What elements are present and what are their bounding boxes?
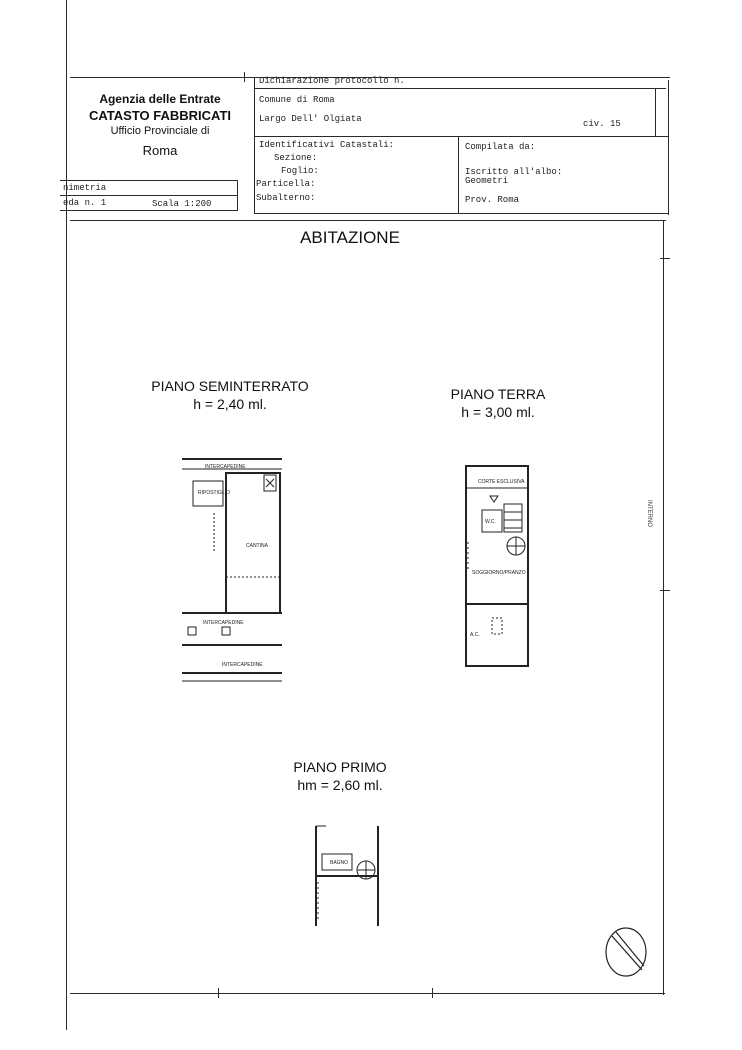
- tick-1: [218, 988, 219, 998]
- hdr-row3: [254, 213, 668, 214]
- seminterrato-plan: [178, 455, 290, 685]
- ufficio-name: Ufficio Provinciale di: [110, 125, 210, 137]
- header-right-line: [668, 80, 669, 215]
- compilata-text: Compilata da:: [465, 142, 536, 152]
- foglio-text: Foglio:: [281, 166, 319, 176]
- civico-text: civ. 15: [583, 119, 621, 129]
- catasto-name: CATASTO FABBRICATI: [88, 108, 232, 123]
- hdr-bottom: [70, 220, 666, 221]
- frame-bottom-line: [70, 993, 665, 994]
- left-box-top: [60, 180, 238, 181]
- hdr-inner-right: [655, 88, 656, 136]
- primo-name: PIANO PRIMO: [293, 759, 387, 775]
- tick-2: [432, 988, 433, 998]
- ufficio-city: Roma: [142, 143, 178, 158]
- document-title: ABITAZIONE: [300, 228, 400, 247]
- geometri-text: Geometri: [465, 176, 509, 186]
- terra-height: h = 3,00 ml.: [461, 404, 535, 420]
- particella-text: Particella:: [256, 179, 316, 189]
- tick-5: [244, 72, 245, 82]
- planimetria-label: nimetria: [63, 183, 107, 193]
- tick-3: [660, 258, 670, 259]
- left-box-mid: [60, 195, 238, 196]
- terra-soggiorno: SOGGIORNO/PRANZO: [472, 570, 526, 576]
- seminterrato-height: h = 2,40 ml.: [193, 396, 267, 412]
- sem-intercapedine-bottom: INTERCAPEDINE: [222, 662, 263, 668]
- hdr-col-split: [458, 136, 459, 214]
- north-arrow-icon: [604, 926, 650, 978]
- side-note: INTERNO: [646, 500, 652, 527]
- sem-intercapedine-top: INTERCAPEDINE: [205, 464, 246, 470]
- primo-title: [270, 758, 410, 794]
- primo-plan: [310, 822, 384, 930]
- address-text: Largo Dell' Olgiata: [259, 114, 362, 124]
- terra-corte: CORTE ESCLUSIVA: [478, 479, 525, 485]
- seminterrato-title: [130, 377, 330, 413]
- terra-wc: W.C.: [485, 519, 496, 525]
- scheda-label: eda n. 1: [63, 198, 107, 208]
- tick-4: [660, 590, 670, 591]
- protocol-text: Dichiarazione protocollo n.: [259, 76, 405, 86]
- terra-name: PIANO TERRA: [450, 386, 546, 402]
- identificativi-text: Identificativi Catastali:: [259, 140, 395, 150]
- left-binding-line: [66, 0, 67, 1030]
- sezione-text: Sezione:: [274, 153, 318, 163]
- hdr-row1: [254, 88, 666, 89]
- comune-text: Comune di Roma: [259, 95, 335, 105]
- terra-ac: A.C.: [470, 632, 480, 638]
- primo-height: hm = 2,60 ml.: [297, 777, 383, 793]
- sem-intercapedine-mid: INTERCAPEDINE: [203, 620, 244, 626]
- frame-right-line: [663, 220, 664, 995]
- hdr-row2: [254, 136, 668, 137]
- agency-block: [75, 92, 245, 159]
- primo-bagno: BAGNO: [330, 860, 349, 866]
- sem-cantina: CANTINA: [246, 543, 268, 549]
- subalterno-text: Subalterno:: [256, 193, 316, 203]
- left-box-bottom: [60, 210, 238, 211]
- terra-title: [418, 385, 578, 421]
- prov-text: Prov. Roma: [465, 195, 520, 205]
- seminterrato-name: PIANO SEMINTERRATO: [151, 378, 309, 394]
- hdr-box-left: [254, 77, 255, 214]
- agency-name: Agenzia delle Entrate: [99, 92, 221, 106]
- iscritto-text: Iscritto all'albo:: [465, 167, 563, 177]
- sem-ripostiglio: RIPOSTIGLIO: [198, 490, 230, 496]
- left-box-right: [237, 180, 238, 211]
- scala-label: Scala 1:200: [152, 199, 212, 209]
